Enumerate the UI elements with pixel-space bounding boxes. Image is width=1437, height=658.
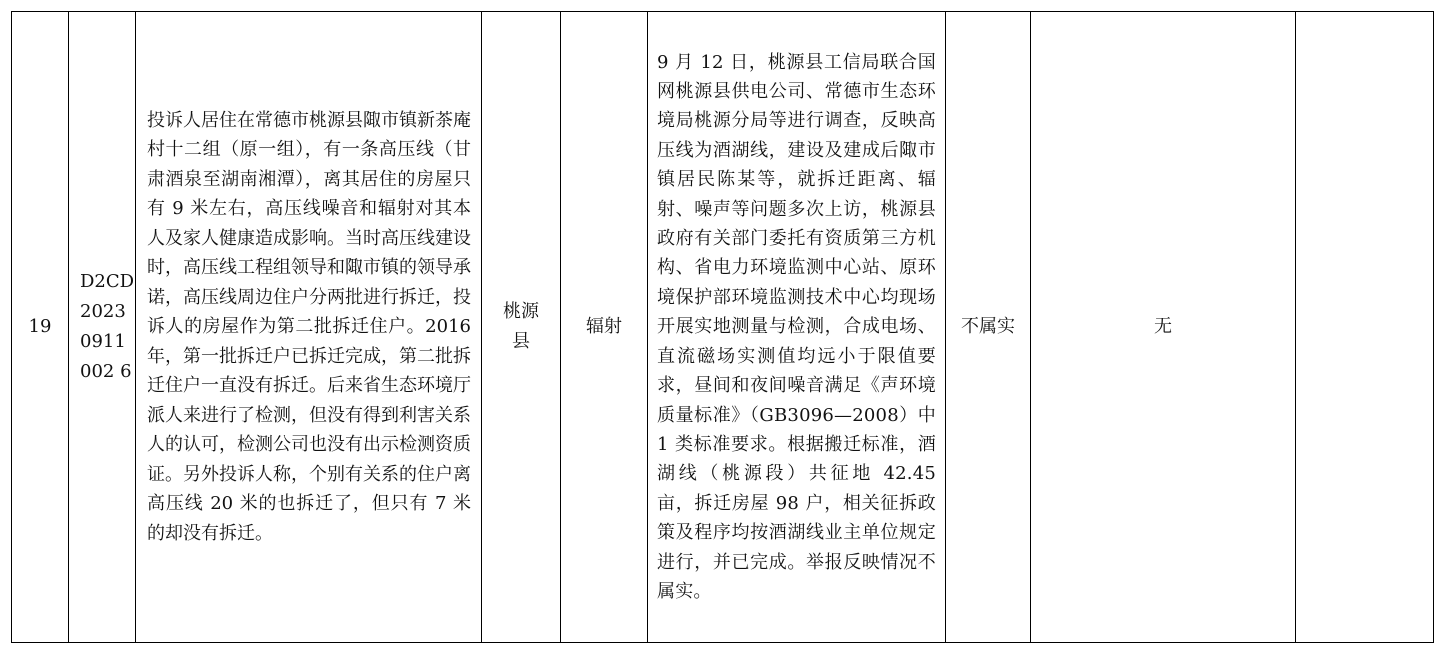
- pollution-type-cell: [561, 12, 648, 643]
- pollution-type: 辐射: [586, 316, 622, 337]
- case-code: D2CD20230911002 6: [80, 271, 135, 382]
- row-number-cell: [12, 12, 69, 643]
- table-row: [12, 12, 1434, 643]
- investigation-result-text: 9 月 12 日，桃源县工信局联合国网桃源县供电公司、常德市生态环境局桃源分局等进行调查，反映高压线为酒湖线，建设及建成后陬市镇居民陈某等，就拆迁距离、辐射、噪声等问题多次上访，桃源县政府有关部门委托有资质第三方机构、省电力环境监测中心站、原环境保护部环境监测技术中心均现场开展实地测量与检测，合成电场、直流磁场实测值均远小于限值要求，昼间和夜间噪音满足《声环境质量标准》（GB3096—2008）中 1 类标准要求。根据搬迁标准，酒湖线（桃源段）共征地 42.45 亩，拆迁房屋 98 户，相关征拆政策及程序均按酒湖线业主单位规定进行，并已完成。举报反映情况不属实。: [657, 51, 936, 602]
- case-code-cell: [69, 12, 136, 643]
- complaint-cell: [136, 12, 482, 643]
- county-cell: [482, 12, 561, 643]
- verdict-cell: [946, 12, 1031, 643]
- complaint-text: 投诉人居住在常德市桃源县陬市镇新茶庵村十二组（原一组），有一条高压线（甘肃酒泉至湖南湘潭），离其居住的房屋只有 9 米左右，高压线噪音和辐射对其本人及家人健康造成影响。当时高压线建设时，高压线工程组领导和陬市镇的领导承诺，高压线周边住户分两批进行拆迁，投诉人的房屋作为第二批拆迁住户。2016 年，第一批拆迁户已拆迁完成，第二批拆迁住户一直没有拆迁。后来省生态环境厅派人来进行了检测，但没有得到利害关系人的认可，检测公司也没有出示检测资质证。另外投诉人称，个别有关系的住户离高压线 20 米的也拆迁了，但只有 7 米的却没有拆迁。: [147, 109, 471, 544]
- action-cell: [1031, 12, 1296, 643]
- verdict-text: 不属实: [961, 316, 1015, 337]
- action-text: 无: [1154, 316, 1172, 337]
- investigation-result-cell: [648, 12, 946, 643]
- county-name: 桃源县: [503, 301, 539, 352]
- remark-cell: [1296, 12, 1434, 643]
- complaint-table: [11, 11, 1434, 643]
- row-number: 19: [28, 316, 52, 337]
